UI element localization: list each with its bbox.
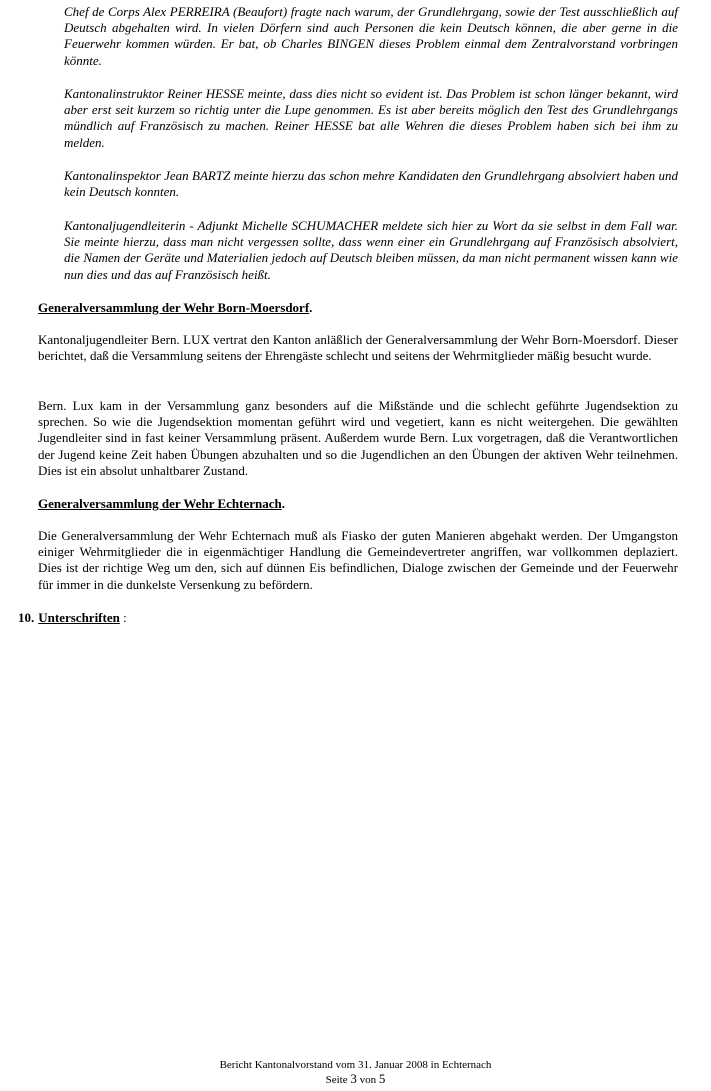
footer-report-title: Bericht Kantonalvorstand vom 31. Januar 2008 in Echternach bbox=[219, 1059, 492, 1071]
paragraph-born-1: Kantonaljugendleiter Bern. LUX vertrat den Kanton anläßlich der Generalversammlung der Wehr Born-Moersdorf. Dieser berichtet, daß die Versammlung seitens der Ehrengäste schlecht und seitens der Wehrmitglieder mäßig besucht wurde. bbox=[38, 332, 678, 364]
section-10-suffix: : bbox=[119, 610, 127, 625]
heading-born-moersdorf bbox=[38, 300, 312, 316]
footer-page-total: 5 bbox=[378, 1071, 386, 1086]
heading-echternach-text: Generalversammlung der Wehr Echternach bbox=[38, 496, 282, 511]
paragraph-hesse: Kantonalinstruktor Reiner HESSE meinte, dass dies nicht so evident ist. Das Problem ist schon länger bekannt, wird aber erst seit kurzem so richtig unter die Lupe genommen. Es ist aber bereits möglich den Test des Grundlehrgangs mündlich auf Französisch zu machen. Reiner HESSE bat alle Wehren die dieses Problem haben sich bei ihm zu melden. bbox=[64, 86, 678, 150]
footer-page-prefix: Seite bbox=[325, 1074, 351, 1086]
heading-born-moersdorf-text: Generalversammlung der Wehr Born-Moersdorf bbox=[38, 300, 310, 315]
footer-page-current: 3 bbox=[350, 1071, 357, 1086]
paragraph-bartz: Kantonalinspektor Jean BARTZ meinte hierzu das schon mehre Kandidaten den Grundlehrgang absolviert haben und kein Deutsch konnten. bbox=[64, 168, 678, 200]
section-10-number: 10. bbox=[18, 610, 35, 625]
paragraph-perreira: Chef de Corps Alex PERREIRA (Beaufort) fragte nach warum, der Grundlehrgang, sowie der Test ausschließlich auf Deutsch abgehalten wird. In vielen Dörfern sind auch Personen die kein Deutsch können, die aber gerne in die Feuerwehr kommen würden. Er bat, ob Charles BINGEN dieses Problem einmal dem Zentralvorstand vorbringen könnte. bbox=[64, 4, 678, 68]
page-footer bbox=[0, 1059, 711, 1087]
paragraph-born-2: Bern. Lux kam in der Versammlung ganz besonders auf die Mißstände und die schlecht geführte Jugendsektion zu sprechen. So wie die Jugendsektion momentan geführt wird und vegetiert, kann es nicht weitergehen. Die gewählten Jugendleiter sind in fast keiner Versammlung präsent. Außerdem wurde Bern. Lux vorgetragen, daß die Verantwortlichen der Jugend keine Zeit haben Übungen abzuhalten und so die Jugendlichen an den Übungen der aktiven Wehr teilnehmen. Dies ist ein absolut unhaltbarer Zustand. bbox=[38, 398, 678, 478]
section-10-title: Unterschriften bbox=[38, 610, 120, 625]
paragraph-schumacher: Kantonaljugendleiterin - Adjunkt Michelle SCHUMACHER meldete sich hier zu Wort da sie selbst in dem Fall war. Sie meinte hierzu, dass man nicht vergessen sollte, dass wenn einer ein Grundlehrgang auf Französisch absolviert, die Namen der Geräte und Materialien jedoch auf Deutsch bleiben müssen, da man nicht permanent wissen kann wie nun dies und das auf Französisch heißt. bbox=[64, 218, 678, 282]
paragraph-echternach: Die Generalversammlung der Wehr Echternach muß als Fiasko der guten Manieren abgehakt werden. Der Umgangston einiger Wehrmitglieder die in eigenmächtiger Handlung die Gemeindevertreter angriffen, war vollkommen deplaziert. Dies ist der richtige Weg um den, sich auf dünnen Eis befindlichen, Dialoge zwischen der Gemeinde und der Feuerwehr für immer in die dunkelste Versenkung zu befördern. bbox=[38, 528, 678, 592]
heading-echternach-suffix: . bbox=[281, 496, 285, 511]
footer-page-mid: von bbox=[356, 1074, 379, 1086]
section-10-heading bbox=[18, 610, 127, 626]
footer-page-number bbox=[0, 1072, 711, 1087]
heading-echternach bbox=[38, 496, 285, 512]
heading-born-moersdorf-suffix: . bbox=[309, 300, 313, 315]
